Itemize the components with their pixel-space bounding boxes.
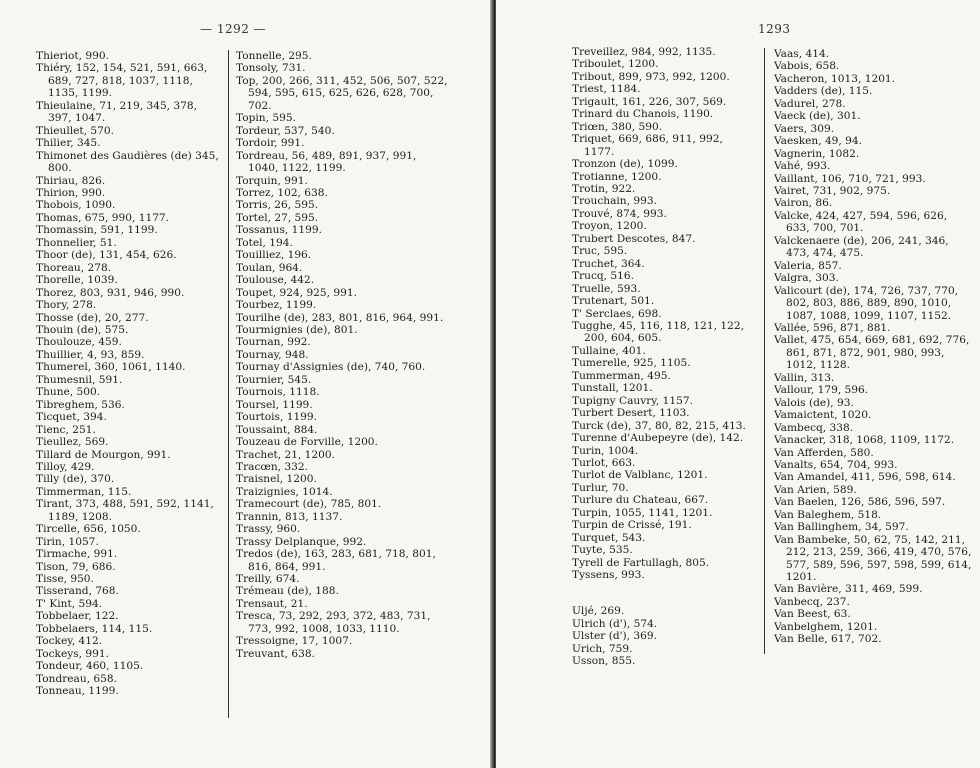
index-entry: Tournay d'Assignies (de), 740, 760.: [236, 361, 426, 374]
index-entry: Troyon, 1200.: [572, 220, 647, 233]
index-entry: Thiriau, 826.: [36, 174, 106, 187]
index-entry: Van Afferden, 580.: [774, 446, 874, 459]
index-entry: Tourbez, 1199.: [236, 299, 317, 312]
index-entry: Totel, 194.: [236, 236, 293, 249]
index-entry: Tirmache, 991.: [36, 548, 118, 561]
index-entry: Tondeur, 460, 1105.: [36, 660, 144, 673]
index-entry: Tircelle, 656, 1050.: [36, 523, 141, 536]
index-entry: Trotianne, 1200.: [572, 170, 662, 183]
index-entry: Ulster (d'), 369.: [572, 630, 657, 643]
index-entry: Valckenaere (de), 206, 241, 346, 473, 474, 475.: [774, 234, 949, 260]
index-entry: Touzeau de Forville, 1200.: [236, 436, 378, 449]
index-entry: Trouvé, 874, 993.: [572, 207, 667, 220]
index-entry: Thune, 500.: [36, 386, 101, 399]
index-entry: Treveillez, 984, 992, 1135.: [572, 46, 716, 58]
index-entry: Vanbecq, 237.: [774, 595, 850, 608]
index-entry: Valeria, 857.: [774, 259, 842, 272]
index-entry: Trinard du Chanois, 1190.: [572, 108, 714, 121]
index-entry: Thiéry, 152, 154, 521, 591, 663, 689, 727, 818, 1037, 1118, 1135, 1199.: [36, 62, 208, 100]
index-column-3: [572, 46, 752, 668]
index-entry: Turck (de), 37, 80, 82, 215, 413.: [572, 419, 746, 432]
index-entry: Thimonet des Gaudières (de) 345, 800.: [36, 149, 219, 175]
index-entry: Tienc, 251.: [36, 423, 96, 436]
column-divider-right: [764, 48, 765, 654]
index-entry: Van Baelen, 126, 586, 596, 597.: [774, 496, 946, 509]
index-entry: Truelle, 593.: [572, 282, 641, 295]
index-entry: Tirant, 373, 488, 591, 592, 1141, 1189, 1208.: [36, 498, 214, 523]
index-entry: Thumerel, 360, 1061, 1140.: [36, 361, 186, 374]
index-entry: Van Bavière, 311, 469, 599.: [774, 583, 923, 596]
index-entry: Vallin, 313.: [774, 371, 835, 384]
index-entry: Tourmignies (de), 801.: [236, 323, 358, 336]
index-entry: Tibreghem, 536.: [36, 398, 125, 411]
index-entry: Thieulaine, 71, 219, 345, 378, 397, 1047.: [36, 99, 198, 125]
index-entry: Thobois, 1090.: [36, 199, 116, 212]
index-entry: Trassy, 960.: [236, 523, 301, 536]
index-entry: Tramecourt (de), 785, 801.: [236, 498, 382, 511]
index-entry: Vabois, 658.: [774, 60, 840, 73]
index-entry: Vanalts, 654, 704, 993.: [774, 458, 898, 471]
index-entry: Torris, 26, 595.: [236, 199, 319, 212]
index-entry: Tockeys, 991.: [36, 647, 109, 660]
index-entry: Thorelle, 1039.: [36, 274, 118, 287]
index-entry: Vaas, 414.: [774, 48, 830, 60]
index-entry: Tressoigne, 17, 1007.: [236, 635, 353, 648]
letter-section-gap: [572, 581, 752, 605]
index-entry: Vahé, 993.: [774, 160, 831, 173]
index-entry: Tyssens, 993.: [572, 569, 645, 582]
index-entry: Vanbelghem, 1201.: [774, 620, 878, 633]
index-entry: Tillard de Mourgon, 991.: [36, 448, 171, 461]
index-entry: Tisse, 950.: [36, 573, 94, 586]
index-entry: Valgra, 303.: [774, 272, 839, 285]
index-entry: Turlot, 663.: [572, 456, 636, 469]
index-entry: Vaillant, 106, 710, 721, 993.: [774, 172, 926, 185]
index-entry: Tunstall, 1201.: [572, 382, 653, 395]
index-entry: Toulan, 964.: [236, 261, 303, 274]
index-entry: Trotin, 922.: [572, 182, 636, 195]
index-entry: Tirin, 1057.: [36, 535, 99, 548]
index-entry: Valois (de), 93.: [774, 396, 854, 409]
index-entry: Thumesnil, 591.: [36, 373, 123, 386]
index-entry: Trachet, 21, 1200.: [236, 448, 336, 461]
index-entry: Tourtois, 1199.: [236, 411, 318, 424]
index-entry: Thouin (de), 575.: [36, 323, 129, 336]
index-entry: Usson, 855.: [572, 655, 636, 668]
index-entry: Treuvant, 638.: [236, 647, 315, 660]
index-entry: Tortel, 27, 595.: [236, 211, 319, 224]
index-entry: Tockey, 412.: [36, 635, 103, 648]
index-entry: Thieullet, 570.: [36, 124, 114, 137]
index-entry: Thoulouze, 459.: [36, 336, 122, 349]
index-entry: Triœn, 380, 590.: [572, 120, 663, 133]
index-entry: Turbert Desert, 1103.: [572, 407, 690, 420]
index-entry: Trannin, 813, 1137.: [236, 510, 343, 523]
index-entry: Tournier, 545.: [236, 373, 312, 386]
index-entry: Thuillier, 4, 93, 859.: [36, 348, 145, 361]
index-entry: Tonsoly, 731.: [236, 62, 306, 75]
index-entry: Tummerman, 495.: [572, 369, 671, 382]
index-entry: Vaers, 309.: [774, 122, 835, 135]
index-entry: Van Ballinghem, 34, 597.: [774, 521, 909, 534]
index-entry: Toussaint, 884.: [236, 423, 318, 436]
index-entry: Turin, 1004.: [572, 444, 639, 457]
index-entry: Van Beest, 63.: [774, 608, 851, 621]
index-entry: Tredos (de), 163, 283, 681, 718, 801, 816, 864, 991.: [236, 548, 436, 573]
index-entry: Thosse (de), 20, 277.: [36, 311, 149, 324]
index-entry: Toulouse, 442.: [236, 274, 315, 287]
index-entry: Tumerelle, 925, 1105.: [572, 357, 691, 370]
index-entry: Thirion, 990.: [36, 186, 106, 199]
index-entry: Trucq, 516.: [572, 270, 634, 283]
index-column-1: [36, 50, 222, 698]
index-entry: Thilier, 345.: [36, 137, 101, 150]
index-entry: Tobbelaer, 122.: [36, 610, 119, 623]
index-entry: Turpin de Crissé, 191.: [572, 519, 692, 532]
index-entry: Tordeur, 537, 540.: [236, 124, 335, 137]
index-entry: Trensaut, 21.: [236, 597, 308, 610]
index-entry: T' Serclaes, 698.: [572, 307, 662, 320]
index-entry: Top, 200, 266, 311, 452, 506, 507, 522, 594, 595, 615, 625, 626, 628, 700, 702.: [236, 74, 448, 112]
index-entry: Tupigny Cauvry, 1157.: [572, 394, 693, 407]
index-entry: Turlur, 70.: [572, 481, 629, 494]
index-entry: Thonnelier, 51.: [36, 236, 117, 249]
index-entry: Ticquet, 394.: [36, 411, 107, 424]
index-entry: Truc, 595.: [572, 245, 628, 258]
index-entry: Vaesken, 49, 94.: [774, 135, 863, 148]
index-entry: Van Arien, 589.: [774, 483, 857, 496]
index-entry: Tilly (de), 370.: [36, 473, 115, 486]
index-entry: Thoreau, 278.: [36, 261, 112, 274]
index-entry: Van Baleghem, 518.: [774, 508, 882, 521]
index-entry: Tordoir, 991.: [236, 137, 305, 150]
index-entry: Trigault, 161, 226, 307, 569.: [572, 95, 727, 108]
index-entry: Tieullez, 569.: [36, 436, 109, 449]
index-entry: Tison, 79, 686.: [36, 560, 116, 573]
index-entry: Toursel, 1199.: [236, 398, 313, 411]
index-entry: Valicourt (de), 174, 726, 737, 770, 802, 803, 886, 889, 890, 1010, 1087, 1088, 1099, 1107, 1152.: [774, 284, 959, 322]
index-entry: Thorez, 803, 931, 946, 990.: [36, 286, 185, 299]
index-entry: Thomas, 675, 990, 1177.: [36, 211, 170, 224]
index-entry: Vadurel, 278.: [774, 97, 846, 110]
index-entry: Torrez, 102, 638.: [236, 186, 328, 199]
index-entry: Tisserand, 768.: [36, 585, 119, 598]
index-entry: Traisnel, 1200.: [236, 473, 317, 486]
index-entry: T' Kint, 594.: [36, 597, 103, 610]
index-entry: Urich, 759.: [572, 642, 633, 655]
index-entry: Triest, 1184.: [572, 83, 641, 96]
index-entry: Vanacker, 318, 1068, 1109, 1172.: [774, 434, 955, 447]
index-entry: Touilliez, 196.: [236, 249, 312, 262]
index-entry: Vamaictent, 1020.: [774, 409, 872, 422]
page-number-left: — 1292 —: [200, 22, 267, 36]
index-entry: Torquin, 991.: [236, 174, 308, 187]
index-entry: Turpin, 1055, 1141, 1201.: [572, 506, 713, 519]
index-entry: Tobbelaers, 114, 115.: [36, 622, 153, 635]
index-entry: Tournay, 948.: [236, 348, 309, 361]
index-entry: Timmerman, 115.: [36, 485, 132, 498]
index-entry: Trémeau (de), 188.: [236, 585, 339, 598]
index-entry: Trubert Descotes, 847.: [572, 232, 696, 245]
index-entry: Topin, 595.: [236, 112, 296, 125]
index-entry: Tournois, 1118.: [236, 386, 320, 399]
index-entry: Tribout, 899, 973, 992, 1200.: [572, 70, 730, 83]
index-entry: Ulrich (d'), 574.: [572, 617, 658, 630]
index-entry: Vagnerin, 1082.: [774, 147, 860, 160]
index-entry: Tresca, 73, 292, 293, 372, 483, 731, 773, 992, 1008, 1033, 1110.: [236, 610, 431, 635]
index-entry: Van Amandel, 411, 596, 598, 614.: [774, 471, 956, 484]
index-entry: Thomassin, 591, 1199.: [36, 224, 158, 237]
index-entry: Triboulet, 1200.: [572, 58, 659, 71]
index-entry: Vacheron, 1013, 1201.: [774, 72, 896, 85]
index-entry: Tournan, 992.: [236, 336, 311, 349]
index-entry: Turenne d'Aubepeyre (de), 142.: [572, 432, 744, 445]
index-entry: Triquet, 669, 686, 911, 992, 1177.: [572, 133, 723, 158]
index-entry: Tonnelle, 295.: [236, 50, 312, 62]
index-entry: Vairon, 86.: [774, 197, 833, 210]
index-entry: Valcke, 424, 427, 594, 596, 626, 633, 700, 701.: [774, 209, 948, 235]
index-entry: Turlure du Chateau, 667.: [572, 494, 709, 507]
index-entry: Van Bambeke, 50, 62, 75, 142, 211, 212, 213, 259, 366, 419, 470, 576, 577, 589, 596, 597, 598, 599, 614, 1201.: [774, 533, 972, 584]
index-entry: Traizignies, 1014.: [236, 485, 333, 498]
index-entry: Trassy Delplanque, 992.: [236, 535, 367, 548]
index-entry: Tronzon (de), 1099.: [572, 158, 678, 171]
index-column-2: [236, 50, 450, 660]
right-page: [496, 0, 980, 768]
index-entry: Vairet, 731, 902, 975.: [774, 184, 891, 197]
index-column-4: [774, 48, 974, 646]
index-entry: Tyrell de Fartullagh, 805.: [572, 556, 710, 569]
index-entry: Thoor (de), 131, 454, 626.: [36, 249, 177, 262]
index-entry: Treilly, 674.: [236, 573, 300, 586]
page-number-right: 1293: [758, 22, 791, 36]
column-divider-left: [228, 50, 229, 718]
index-entry: Vambecq, 338.: [774, 421, 854, 434]
index-entry: Thieriot, 990.: [36, 50, 109, 62]
index-entry: Tonneau, 1199.: [36, 685, 119, 698]
index-entry: Tilloy, 429.: [36, 460, 95, 473]
index-entry: Tugghe, 45, 116, 118, 121, 122, 200, 604, 605.: [572, 319, 744, 345]
index-entry: Truchet, 364.: [572, 257, 645, 270]
index-entry: Vallour, 179, 596.: [774, 384, 869, 397]
index-entry: Tondreau, 658.: [36, 672, 118, 685]
index-entry: Trouchain, 993.: [572, 195, 657, 208]
index-entry: Tullaine, 401.: [572, 344, 646, 357]
index-entry: Tourilhe (de), 283, 801, 816, 964, 991.: [236, 311, 444, 324]
index-entry: Thory, 278.: [36, 299, 97, 312]
index-entry: Toupet, 924, 925, 991.: [236, 286, 357, 299]
index-entry: Tossanus, 1199.: [236, 224, 322, 237]
index-entry: Tracœn, 332.: [236, 460, 308, 473]
index-entry: Vallet, 475, 654, 669, 681, 692, 776, 861, 871, 872, 901, 980, 993, 1012, 1128.: [774, 334, 970, 372]
index-entry: Tuyte, 535.: [572, 544, 633, 557]
index-entry: Uljé, 269.: [572, 605, 625, 618]
index-entry: Vadders (de), 115.: [774, 85, 873, 98]
index-entry: Turlot de Valblanc, 1201.: [572, 469, 708, 482]
index-entry: Vallée, 596, 871, 881.: [774, 321, 891, 334]
index-entry: Van Belle, 617, 702.: [774, 633, 882, 646]
index-entry: Turquet, 543.: [572, 531, 646, 544]
index-entry: Vaeck (de), 301.: [774, 110, 861, 123]
index-entry: Trutenart, 501.: [572, 295, 655, 308]
index-entry: Tordreau, 56, 489, 891, 937, 991, 1040, 1122, 1199.: [236, 149, 417, 175]
